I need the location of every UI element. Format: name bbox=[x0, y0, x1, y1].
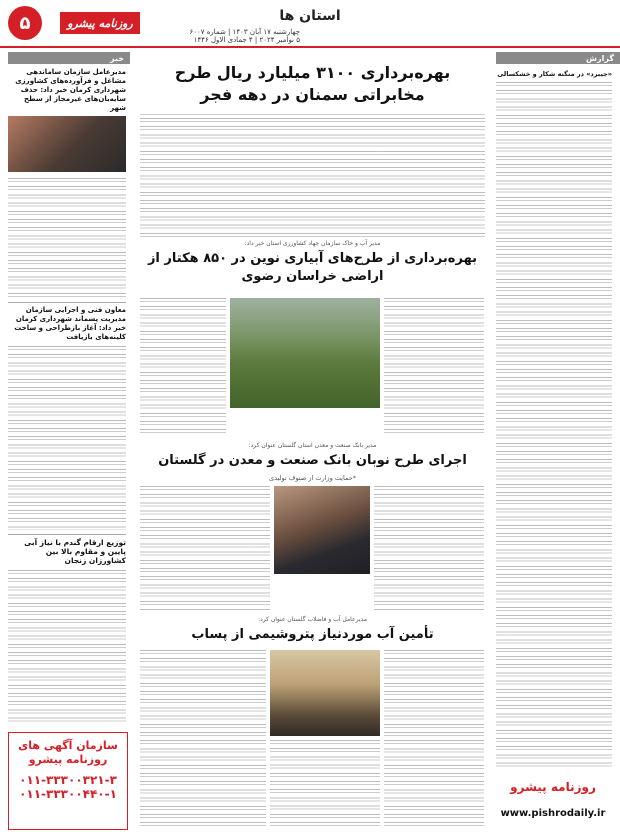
story2-headline: بهره‌برداری از طرح‌های آبیاری نوین در ۸۵۰ هکتار از اراضی خراسان رضوی bbox=[147, 251, 478, 284]
left-news1-body bbox=[8, 178, 126, 298]
story4-body-right bbox=[384, 650, 484, 828]
section-title: استان ها bbox=[279, 8, 341, 24]
left-news2-headline: معاون فنی و اجرایی سازمان مدیریت پسماند شهرداری کرمان خبر داد: آغاز بازطراحی و ساخت کلینه‌های بازیافت bbox=[14, 306, 126, 341]
left-news1-photo bbox=[8, 116, 126, 172]
main-story-body bbox=[140, 118, 485, 238]
newspaper-logo: روزنامه پیشرو bbox=[60, 12, 140, 34]
page-number: ۵ bbox=[8, 6, 42, 40]
ad-box bbox=[8, 732, 128, 830]
ad-phone-1: ۰۱۱-۳۳۳۰۰۳۲۱-۳ bbox=[19, 773, 117, 787]
divider bbox=[8, 534, 126, 535]
story2-body-right bbox=[384, 298, 484, 436]
ad-title: سازمان آگهی های روزنامه پیشرو bbox=[18, 739, 118, 766]
brand-label: روزنامه پیشرو bbox=[510, 780, 596, 794]
right-tab: گزارش bbox=[496, 52, 620, 64]
divider bbox=[140, 114, 485, 115]
ad-phone-2: ۰۱۱-۳۳۳۰۰۴۴۰-۱ bbox=[19, 787, 117, 801]
story3-body-right bbox=[374, 486, 484, 612]
story4-kicker: مدیرعامل آب و فاضلاب گلستان عنوان کرد: bbox=[258, 616, 367, 623]
story3-body-left bbox=[140, 486, 270, 612]
story2-kicker: مدیر آب و خاک سازمان جهاد کشاورزی استان خبر داد: bbox=[244, 240, 381, 247]
story3-photo-portrait bbox=[274, 486, 370, 574]
issue-line-2: ۵ نوامبر ۲۰۲۴ | ۴ جمادی الاول ۱۴۴۶ bbox=[193, 36, 300, 44]
story4-headline: تأمین آب موردنیاز پتروشیمی از پساب bbox=[191, 627, 434, 642]
left-news2-body bbox=[8, 346, 126, 530]
story3-kicker: مدیر بانک صنعت و معدن استان گلستان عنوان کرد: bbox=[248, 442, 377, 449]
issue-line-1: چهارشنبه ۱۷ آبان ۱۴۰۳ | شماره ۶۰۰۷ bbox=[189, 28, 300, 36]
right-title: «جیبرد» در منگنه شکار و خشکسالی bbox=[497, 70, 612, 78]
story2-body-left bbox=[140, 298, 226, 436]
brand-block bbox=[500, 780, 606, 819]
left-news3-body bbox=[8, 570, 126, 726]
story3-headline: اجرای طرح نوبان بانک صنعت و معدن در گلستان bbox=[158, 453, 467, 468]
story4-photo-meeting bbox=[270, 650, 380, 736]
left-tab: خبر bbox=[8, 52, 130, 64]
story3-subtitle: *حمایت وزارت از صنوف تولیدی bbox=[269, 474, 356, 482]
story4-body-center bbox=[270, 740, 380, 828]
left-news1-headline: مدیرعامل سازمان ساماندهی مشاغل و فرآورده‌های کشاورزی شهرداری کرمان خبر داد: حذف سایه‌بان‌های غیرمجاز از سطح شهر bbox=[15, 68, 126, 112]
main-headline: بهره‌برداری ۳۱۰۰ میلیارد ریال طرح مخابراتی سمنان در دهه فجر bbox=[174, 63, 451, 104]
site-url: www.pishrodaily.ir bbox=[500, 808, 606, 819]
divider bbox=[8, 302, 126, 303]
story2-photo-irrigation bbox=[230, 298, 380, 408]
left-news3-headline: توزیع ارقام گندم با نیاز آبی پایین و مقاوم بالا بین کشاورزان زنجان bbox=[24, 538, 126, 565]
right-report-body bbox=[496, 82, 612, 768]
story4-body-left bbox=[140, 650, 266, 828]
